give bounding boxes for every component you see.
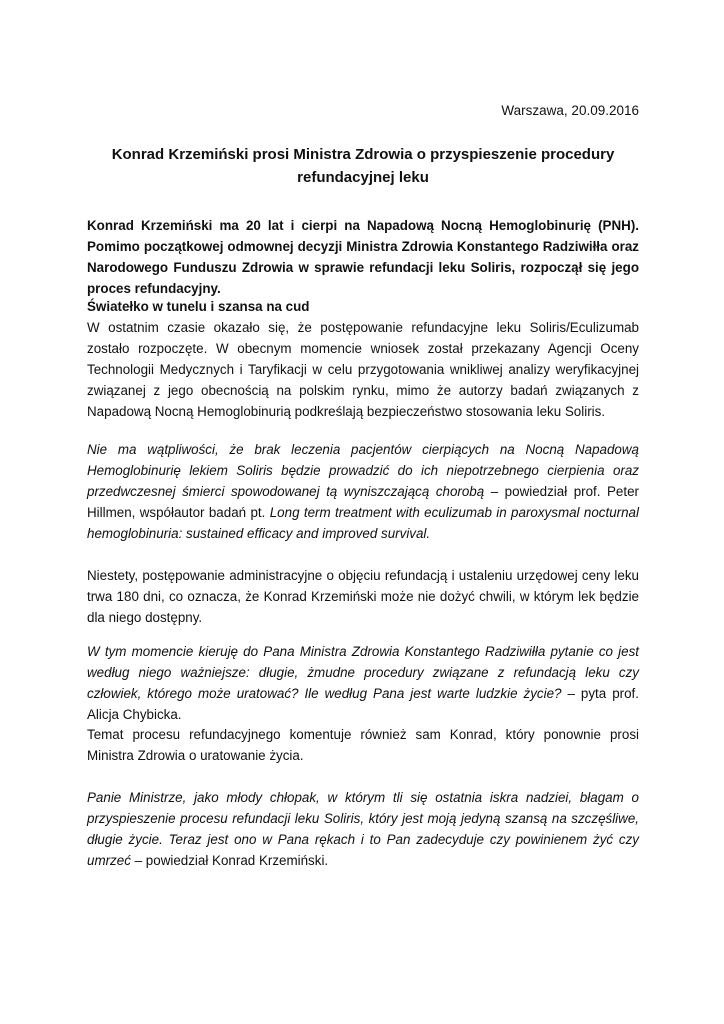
konrad-attribution: – powiedział Konrad Krzemiński.	[130, 853, 329, 868]
paragraph-2	[87, 439, 639, 544]
paragraph-4	[87, 641, 639, 725]
section-subheading: Światełko w tunelu i szansa na cud	[87, 299, 310, 314]
hillmen-attribution: – powiedział prof. Peter Hillmen, współautor badań pt.	[87, 484, 639, 520]
title-line-1: Konrad Krzemiński prosi Ministra Zdrowia o przyspieszenie procedury	[111, 146, 615, 163]
title-line-2: refundacyjnej leku	[297, 169, 429, 186]
document-date: Warszawa, 20.09.2016	[501, 103, 639, 118]
document-title	[87, 143, 639, 189]
hillmen-quote: Nie ma wątpliwości, że brak leczenia pacjentów cierpiących na Nocną Napadową Hemoglobinurię lekiem Soliris będzie prowadzić do ich niepotrzebnego cierpienia oraz przedwczesnej śmierci spowodowanej tą wyniszczającą chorobą	[87, 442, 639, 499]
paragraph-5: Temat procesu refundacyjnego komentuje również sam Konrad, który ponownie prosi Ministra Zdrowia o uratowanie życia.	[87, 727, 639, 763]
paragraph-6	[87, 787, 639, 871]
konrad-quote: Panie Ministrze, jako młody chłopak, w którym tli się ostatnia iskra nadziei, błagam o przyspieszenie procesu refundacji leku Soliris, który jest moją jedyną szansą na szczęśliwe, długie życie. Teraz jest ono w Pana rękach i to Pan zadecyduje czy powinienem żyć czy umrzeć	[87, 790, 639, 868]
lead-paragraph: Konrad Krzemiński ma 20 lat i cierpi na Napadową Nocną Hemoglobinurię (PNH). Pomimo początkowej odmownej decyzji Ministra Zdrowia Konstantego Radziwiłła oraz Narodowego Funduszu Zdrowia w sprawie refundacji leku Soliris, rozpoczął się jego proces refundacyjny.	[87, 218, 639, 296]
paragraph-1: W ostatnim czasie okazało się, że postępowanie refundacyjne leku Soliris/Eculizumab zostało rozpoczęte. W obecnym momencie wniosek został przekazany Agencji Oceny Technologii Medycznych i Taryfikacji w celu przygotowania wnikliwej analizy weryfikacyjnej związanej z jego obecnością na polskim rynku, mimo że autorzy badań związanych z Napadową Nocną Hemoglobinurią podkreślają bezpieczeństwo stosowania leku Soliris.	[87, 320, 639, 419]
chybicka-attribution: – pyta prof. Alicja Chybicka.	[87, 686, 639, 722]
paragraph-3: Niestety, postępowanie administracyjne o objęciu refundacją i ustaleniu urzędowej ceny leku trwa 180 dni, co oznacza, że Konrad Krzemiński może nie dożyć chwili, w którym lek będzie dla niego dostępny.	[87, 568, 639, 625]
chybicka-quote: W tym momencie kieruję do Pana Ministra Zdrowia Konstantego Radziwiłła pytanie co jest według niego ważniejsze: długie, żmudne procedury związane z refundacją leku czy człowiek, którego może uratować? Ile według Pana jest warte ludzkie życie?	[87, 644, 639, 701]
study-title: Long term treatment with eculizumab in paroxysmal nocturnal hemoglobinuria: sustained efficacy and improved survival.	[87, 505, 639, 541]
